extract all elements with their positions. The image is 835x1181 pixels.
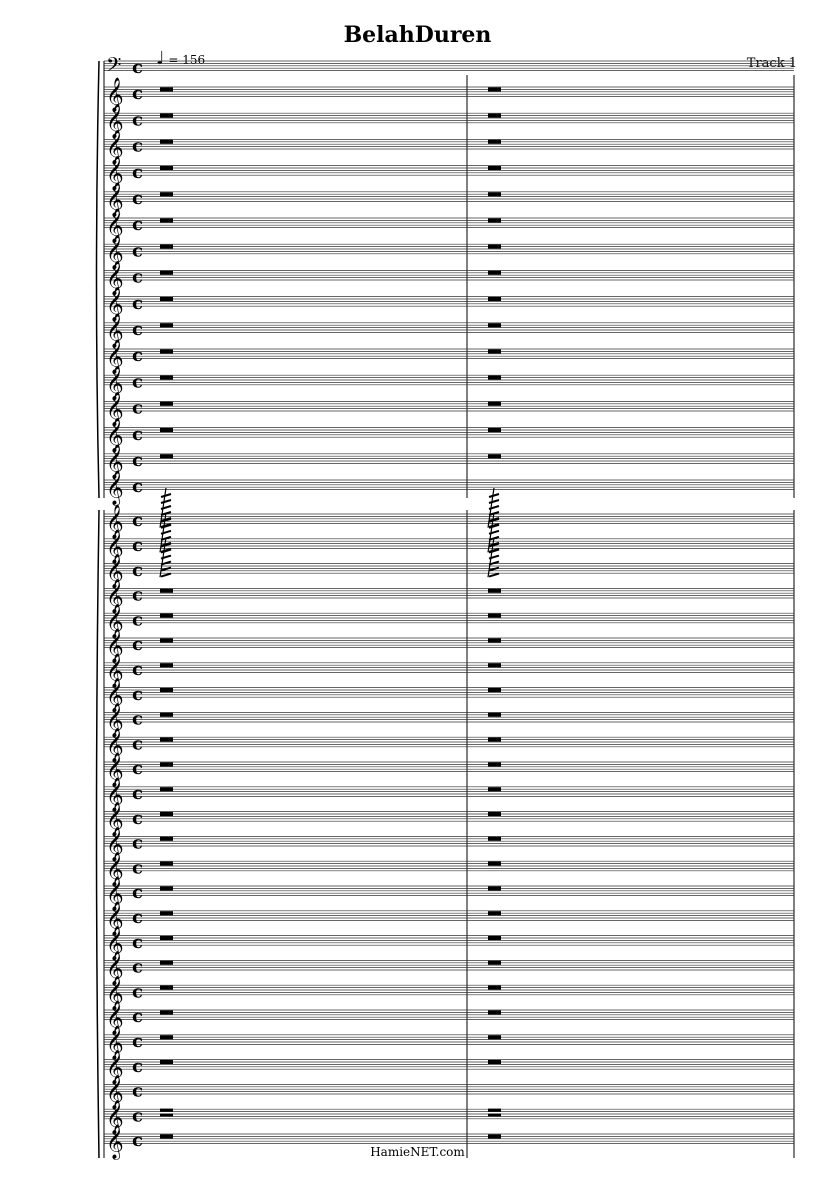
whole-rest (160, 886, 173, 890)
treble-clef-icon: 𝄞 (106, 876, 124, 912)
whole-rest (488, 936, 501, 940)
time-signature: c (132, 292, 143, 314)
treble-clef-icon: 𝄞 (106, 234, 124, 270)
time-signature: c (132, 345, 143, 367)
treble-clef-icon: 𝄞 (106, 1025, 124, 1061)
whole-rest (160, 837, 173, 841)
treble-clef-icon: 𝄞 (106, 418, 124, 454)
treble-clef-icon: 𝄞 (106, 827, 124, 862)
whole-rest (488, 114, 501, 118)
time-signature: c (132, 1031, 143, 1053)
time-signature: c (132, 708, 143, 730)
time-signature: c (132, 882, 143, 904)
whole-rest (488, 638, 501, 642)
time-signature: c (132, 476, 143, 498)
whole-rest (160, 638, 173, 642)
treble-clef-icon: 𝄞 (106, 103, 124, 139)
time-signature: c (132, 1130, 143, 1152)
whole-rest (488, 812, 501, 816)
whole-rest (160, 1109, 173, 1112)
time-signature: c (132, 1080, 143, 1102)
whole-rest (160, 589, 173, 593)
whole-rest (160, 323, 173, 327)
treble-clef-icon: 𝄞 (106, 901, 124, 937)
whole-rest (160, 986, 173, 990)
footer-credit: HamieNET.com (370, 1145, 465, 1159)
whole-rest (488, 1134, 501, 1138)
whole-rest (160, 862, 173, 866)
whole-rest (160, 762, 173, 766)
whole-rest (160, 192, 173, 196)
bass-clef-icon: 𝄢 (106, 53, 122, 81)
whole-rest (488, 376, 501, 380)
time-signature: c (132, 83, 143, 105)
score-title: BelahDuren (343, 22, 492, 48)
tremolo-beam (489, 494, 499, 497)
time-signature: c (132, 758, 143, 780)
treble-clef-icon: 𝄞 (106, 504, 124, 540)
time-signature: c (132, 584, 143, 606)
whole-rest (160, 402, 173, 406)
whole-rest (488, 713, 501, 717)
whole-rest (488, 738, 501, 742)
whole-rest (160, 787, 173, 791)
treble-clef-icon: 𝄞 (106, 392, 124, 427)
treble-clef-icon: 𝄞 (106, 653, 124, 689)
tremolo-beam (161, 494, 171, 497)
whole-rest (488, 218, 501, 222)
whole-rest (160, 812, 173, 816)
time-signature: c (132, 659, 143, 681)
whole-rest (488, 589, 501, 593)
whole-rest (488, 886, 501, 890)
time-signature: c (132, 510, 143, 532)
treble-clef-icon: 𝄞 (106, 313, 124, 349)
whole-rest (160, 1060, 173, 1064)
time-signature: c (132, 559, 143, 581)
treble-clef-icon: 𝄞 (106, 1050, 124, 1086)
treble-clef-icon: 𝄞 (106, 1075, 124, 1110)
whole-rest (488, 762, 501, 766)
whole-rest (160, 454, 173, 458)
quarter-note-icon: ♩ (156, 48, 165, 69)
whole-rest (160, 114, 173, 118)
treble-clef-icon: 𝄞 (106, 603, 124, 639)
time-signature: c (132, 240, 143, 262)
whole-rest (488, 323, 501, 327)
whole-rest (488, 1109, 501, 1112)
treble-clef-icon: 𝄞 (106, 802, 124, 838)
whole-rest (488, 862, 501, 866)
tremolo-beam (489, 568, 499, 571)
time-signature: c (132, 733, 143, 755)
time-signature: c (132, 1006, 143, 1028)
whole-rest (160, 376, 173, 380)
treble-clef-icon: 𝄞 (106, 628, 124, 664)
time-signature: c (132, 371, 143, 393)
whole-rest (488, 1035, 501, 1039)
whole-rest (160, 428, 173, 432)
time-signature: c (132, 609, 143, 631)
time-signature: c (132, 1105, 143, 1127)
whole-rest (488, 1010, 501, 1014)
tremolo-beam (489, 500, 499, 503)
treble-clef-icon: 𝄞 (106, 156, 124, 192)
treble-clef-icon: 𝄞 (106, 1000, 124, 1036)
time-signature: c (132, 1055, 143, 1077)
treble-clef-icon: 𝄞 (106, 365, 124, 401)
treble-clef-icon: 𝄞 (106, 975, 124, 1011)
whole-rest (160, 713, 173, 717)
tremolo-beam (161, 574, 171, 577)
time-signature: c (132, 266, 143, 288)
time-signature: c (132, 907, 143, 929)
time-signature: c (132, 931, 143, 953)
whole-rest (488, 1114, 501, 1117)
treble-clef-icon: 𝄞 (106, 1124, 124, 1160)
system-bracket (97, 61, 100, 498)
time-signature: c (132, 450, 143, 472)
time-signature: c (132, 634, 143, 656)
whole-rest (488, 192, 501, 196)
whole-rest (488, 787, 501, 791)
time-signature: c (132, 956, 143, 978)
whole-rest (160, 166, 173, 170)
time-signature: c (132, 109, 143, 131)
time-signature: c (132, 214, 143, 236)
whole-rest (488, 911, 501, 915)
treble-clef-icon: 𝄞 (106, 926, 124, 962)
whole-rest (160, 87, 173, 91)
time-signature: c (132, 535, 143, 557)
time-signature: c (132, 423, 143, 445)
system-bracket (97, 510, 100, 1158)
treble-clef-icon: 𝄞 (106, 529, 124, 565)
track-label: Track 1 (746, 56, 797, 71)
whole-rest (160, 271, 173, 275)
time-signature: c (132, 832, 143, 854)
whole-rest (488, 986, 501, 990)
whole-rest (160, 738, 173, 742)
time-signature: c (132, 161, 143, 183)
whole-rest (160, 936, 173, 940)
whole-rest (160, 349, 173, 353)
treble-clef-icon: 𝄞 (106, 1099, 124, 1135)
whole-rest (160, 245, 173, 249)
whole-rest (488, 271, 501, 275)
tremolo-beam (161, 500, 171, 503)
treble-clef-icon: 𝄞 (106, 261, 124, 296)
tremolo-beam (489, 574, 499, 577)
treble-clef-icon: 𝄞 (106, 579, 124, 614)
whole-rest (488, 140, 501, 144)
time-signature: c (132, 807, 143, 829)
treble-clef-icon: 𝄞 (106, 339, 124, 375)
whole-rest (488, 166, 501, 170)
whole-rest (488, 87, 501, 91)
time-signature: c (132, 319, 143, 341)
treble-clef-icon: 𝄞 (106, 182, 124, 218)
whole-rest (160, 614, 173, 618)
whole-rest (160, 1010, 173, 1014)
treble-clef-icon: 𝄞 (106, 444, 124, 480)
whole-rest (160, 218, 173, 222)
whole-rest (488, 663, 501, 667)
time-signature: c (132, 57, 143, 79)
whole-rest (160, 1114, 173, 1117)
treble-clef-icon: 𝄞 (106, 727, 124, 763)
treble-clef-icon: 𝄞 (106, 777, 124, 813)
treble-clef-icon: 𝄞 (106, 208, 124, 244)
whole-rest (488, 614, 501, 618)
whole-rest (160, 1035, 173, 1039)
treble-clef-icon: 𝄞 (106, 470, 124, 506)
tremolo-beam (161, 568, 171, 571)
treble-clef-icon: 𝄞 (106, 951, 124, 986)
whole-rest (160, 297, 173, 301)
treble-clef-icon: 𝄞 (106, 130, 124, 165)
whole-rest (160, 911, 173, 915)
time-signature: c (132, 135, 143, 157)
treble-clef-icon: 𝄞 (106, 851, 124, 887)
time-signature: c (132, 981, 143, 1003)
time-signature: c (132, 683, 143, 705)
treble-clef-icon: 𝄞 (106, 678, 124, 714)
treble-clef-icon: 𝄞 (106, 287, 124, 323)
whole-rest (488, 454, 501, 458)
treble-clef-icon: 𝄞 (106, 703, 124, 738)
whole-rest (160, 140, 173, 144)
treble-clef-icon: 𝄞 (106, 554, 124, 590)
whole-rest (488, 428, 501, 432)
tempo-value: = 156 (168, 53, 206, 67)
time-signature: c (132, 188, 143, 210)
whole-rest (160, 961, 173, 965)
treble-clef-icon: 𝄞 (106, 77, 124, 113)
whole-rest (160, 663, 173, 667)
whole-rest (488, 245, 501, 249)
treble-clef-icon: 𝄞 (106, 752, 124, 788)
time-signature: c (132, 783, 143, 805)
time-signature: c (132, 397, 143, 419)
whole-rest (488, 688, 501, 692)
whole-rest (160, 688, 173, 692)
whole-rest (488, 1060, 501, 1064)
whole-rest (488, 349, 501, 353)
whole-rest (488, 402, 501, 406)
whole-rest (488, 297, 501, 301)
whole-rest (488, 961, 501, 965)
time-signature: c (132, 857, 143, 879)
whole-rest (488, 837, 501, 841)
whole-rest (160, 1134, 173, 1138)
